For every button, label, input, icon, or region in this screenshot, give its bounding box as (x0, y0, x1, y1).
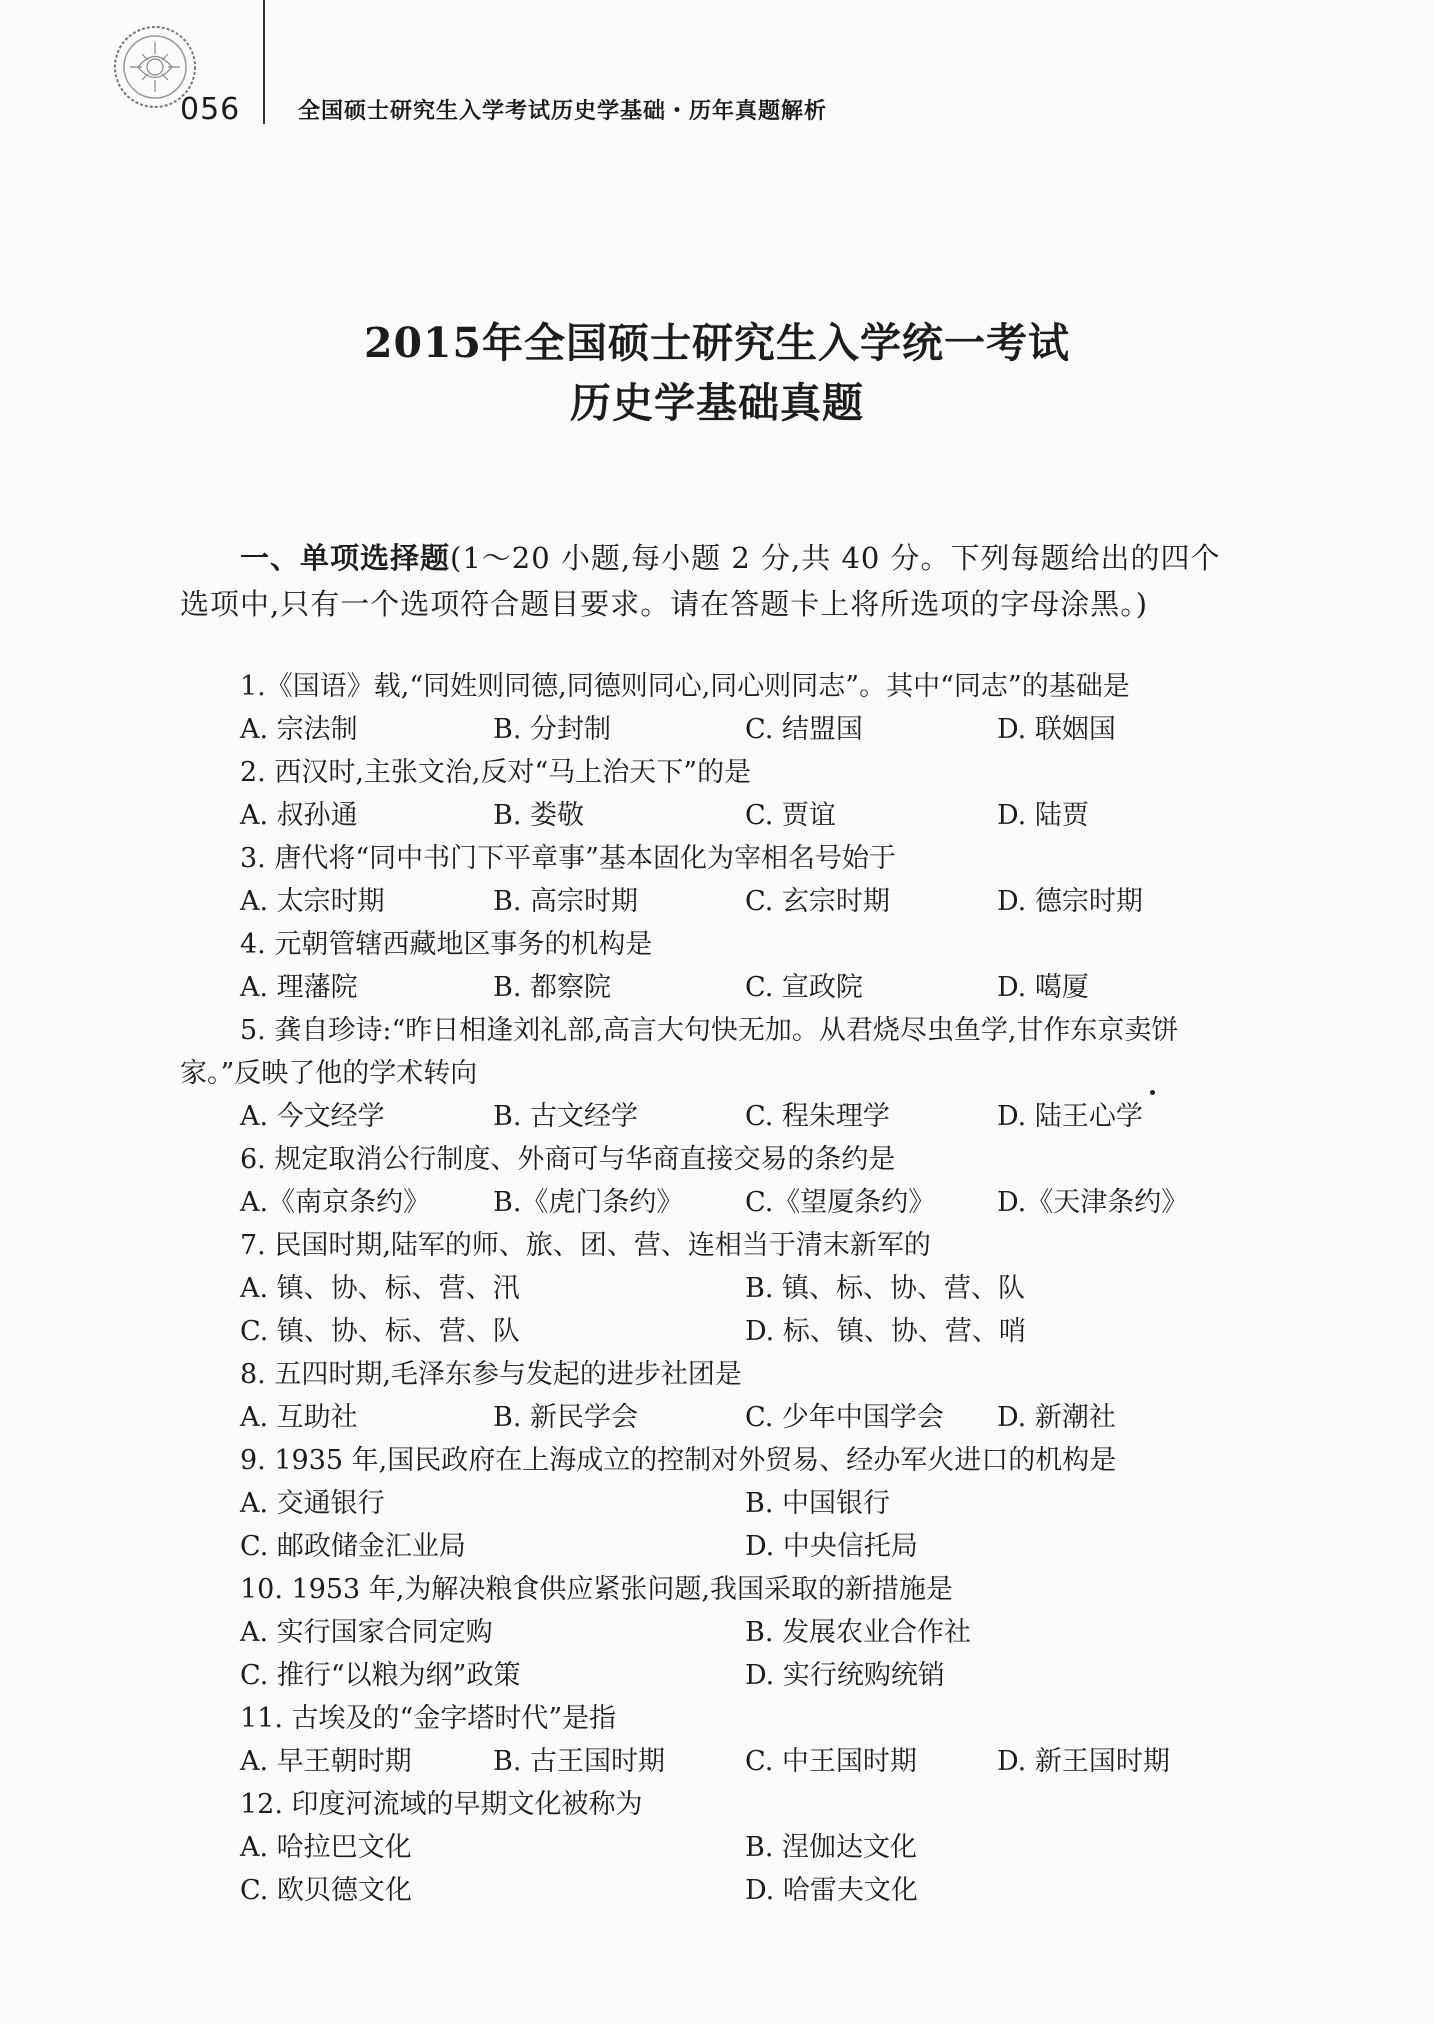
option-d: D. 陆王心学 (997, 1101, 1143, 1132)
option-c: C. 推行“以粮为纲”政策 (240, 1660, 521, 1691)
question-1-stem: 1.《国语》载,“同姓则同德,同德则同心,同心则同志”。其中“同志”的基础是 (240, 671, 1130, 702)
question-3-stem: 3. 唐代将“同中书门下平章事”基本固化为宰相名号始于 (240, 843, 896, 874)
question-5-stem: 5. 龚自珍诗:“昨日相逢刘礼部,高言大句快无加。从君烧尽虫鱼学,甘作东京卖饼 (240, 1015, 1179, 1046)
option-c: C. 贾谊 (745, 800, 836, 831)
option-c: C. 中王国时期 (745, 1746, 917, 1777)
option-d: D. 新王国时期 (997, 1746, 1170, 1777)
section-intro-line1 (180, 535, 1290, 581)
question-11-stem: 11. 古埃及的“金字塔时代”是指 (240, 1703, 617, 1734)
option-c: C. 结盟国 (745, 714, 863, 745)
option-c: C. 玄宗时期 (745, 886, 890, 917)
option-b: B. 高宗时期 (493, 886, 639, 917)
option-a: A. 叔孙通 (240, 800, 358, 831)
option-a: A. 宗法制 (240, 714, 358, 745)
section-instructions (180, 535, 1290, 627)
running-head: 全国硕士研究生入学考试历史学基础・历年真题解析 (298, 99, 828, 124)
option-d: D. 中央信托局 (745, 1531, 918, 1562)
option-c: C. 邮政储金汇业局 (240, 1531, 466, 1562)
option-b: B. 发展农业合作社 (745, 1617, 972, 1648)
option-b: B. 涅伽达文化 (745, 1832, 918, 1863)
option-a: A. 实行国家合同定购 (240, 1617, 493, 1648)
option-c: C. 宣政院 (745, 972, 863, 1003)
question-12-stem: 12. 印度河流域的早期文化被称为 (240, 1789, 643, 1820)
option-d: D. 新潮社 (997, 1402, 1116, 1433)
option-d: D. 噶厦 (997, 972, 1089, 1003)
option-a: A. 太宗时期 (240, 886, 385, 917)
question-5-stem-continued: 家。”反映了他的学术转向 (180, 1058, 478, 1089)
question-6-stem: 6. 规定取消公行制度、外商可与华商直接交易的条约是 (240, 1144, 896, 1175)
option-c: C.《望厦条约》 (745, 1187, 936, 1218)
option-d: D. 德宗时期 (997, 886, 1143, 917)
option-b: B. 镇、标、协、营、队 (745, 1273, 1026, 1304)
section-heading: 一、单项选择题 (240, 541, 451, 575)
option-b: B. 中国银行 (745, 1488, 891, 1519)
option-b: B. 古文经学 (493, 1101, 639, 1132)
question-8-stem: 8. 五四时期,毛泽东参与发起的进步社团是 (240, 1359, 742, 1390)
option-a: A. 理藩院 (240, 972, 358, 1003)
question-2-stem: 2. 西汉时,主张文治,反对“马上治天下”的是 (240, 757, 752, 788)
ink-speck (1150, 1090, 1155, 1095)
instructions-line1: (1～20 小题,每小题 2 分,共 40 分。下列每题给出的四个 (450, 541, 1221, 575)
option-d: D. 联姻国 (997, 714, 1116, 745)
option-d: D. 标、镇、协、营、哨 (745, 1316, 1026, 1347)
option-b: B. 新民学会 (493, 1402, 639, 1433)
option-a: A.《南京条约》 (240, 1187, 431, 1218)
option-b: B. 娄敬 (493, 800, 585, 831)
question-10-stem: 10. 1953 年,为解决粮食供应紧张问题,我国采取的新措施是 (240, 1574, 953, 1605)
option-d: D. 实行统购统销 (745, 1660, 945, 1691)
question-4-stem: 4. 元朝管辖西藏地区事务的机构是 (240, 929, 653, 960)
option-c: C. 少年中国学会 (745, 1402, 944, 1433)
option-d: D. 陆贾 (997, 800, 1089, 831)
option-b: B. 都察院 (493, 972, 612, 1003)
option-a: A. 今文经学 (240, 1101, 385, 1132)
header-divider (263, 0, 265, 124)
option-a: A. 哈拉巴文化 (240, 1832, 412, 1863)
option-a: A. 交通银行 (240, 1488, 385, 1519)
exam-subtitle: 历史学基础真题 (570, 379, 864, 427)
option-a: A. 互助社 (240, 1402, 358, 1433)
option-b: B. 古王国时期 (493, 1746, 666, 1777)
question-9-stem: 9. 1935 年,国民政府在上海成立的控制对外贸易、经办军火进口的机构是 (240, 1445, 1117, 1476)
option-d: D.《天津条约》 (997, 1187, 1189, 1218)
option-d: D. 哈雷夫文化 (745, 1875, 918, 1906)
page-number: 056 (180, 92, 241, 127)
option-a: A. 镇、协、标、营、汛 (240, 1273, 520, 1304)
option-c: C. 镇、协、标、营、队 (240, 1316, 520, 1347)
instructions-line2: 选项中,只有一个选项符合题目要求。请在答题卡上将所选项的字母涂黑。) (180, 587, 1149, 621)
option-a: A. 早王朝时期 (240, 1746, 412, 1777)
option-c: C. 程朱理学 (745, 1101, 890, 1132)
question-7-stem: 7. 民国时期,陆军的师、旅、团、营、连相当于清末新军的 (240, 1230, 931, 1261)
option-c: C. 欧贝德文化 (240, 1875, 412, 1906)
exam-title: 2015年全国硕士研究生入学统一考试 (363, 319, 1071, 367)
option-b: B.《虎门条约》 (493, 1187, 684, 1218)
option-b: B. 分封制 (493, 714, 612, 745)
